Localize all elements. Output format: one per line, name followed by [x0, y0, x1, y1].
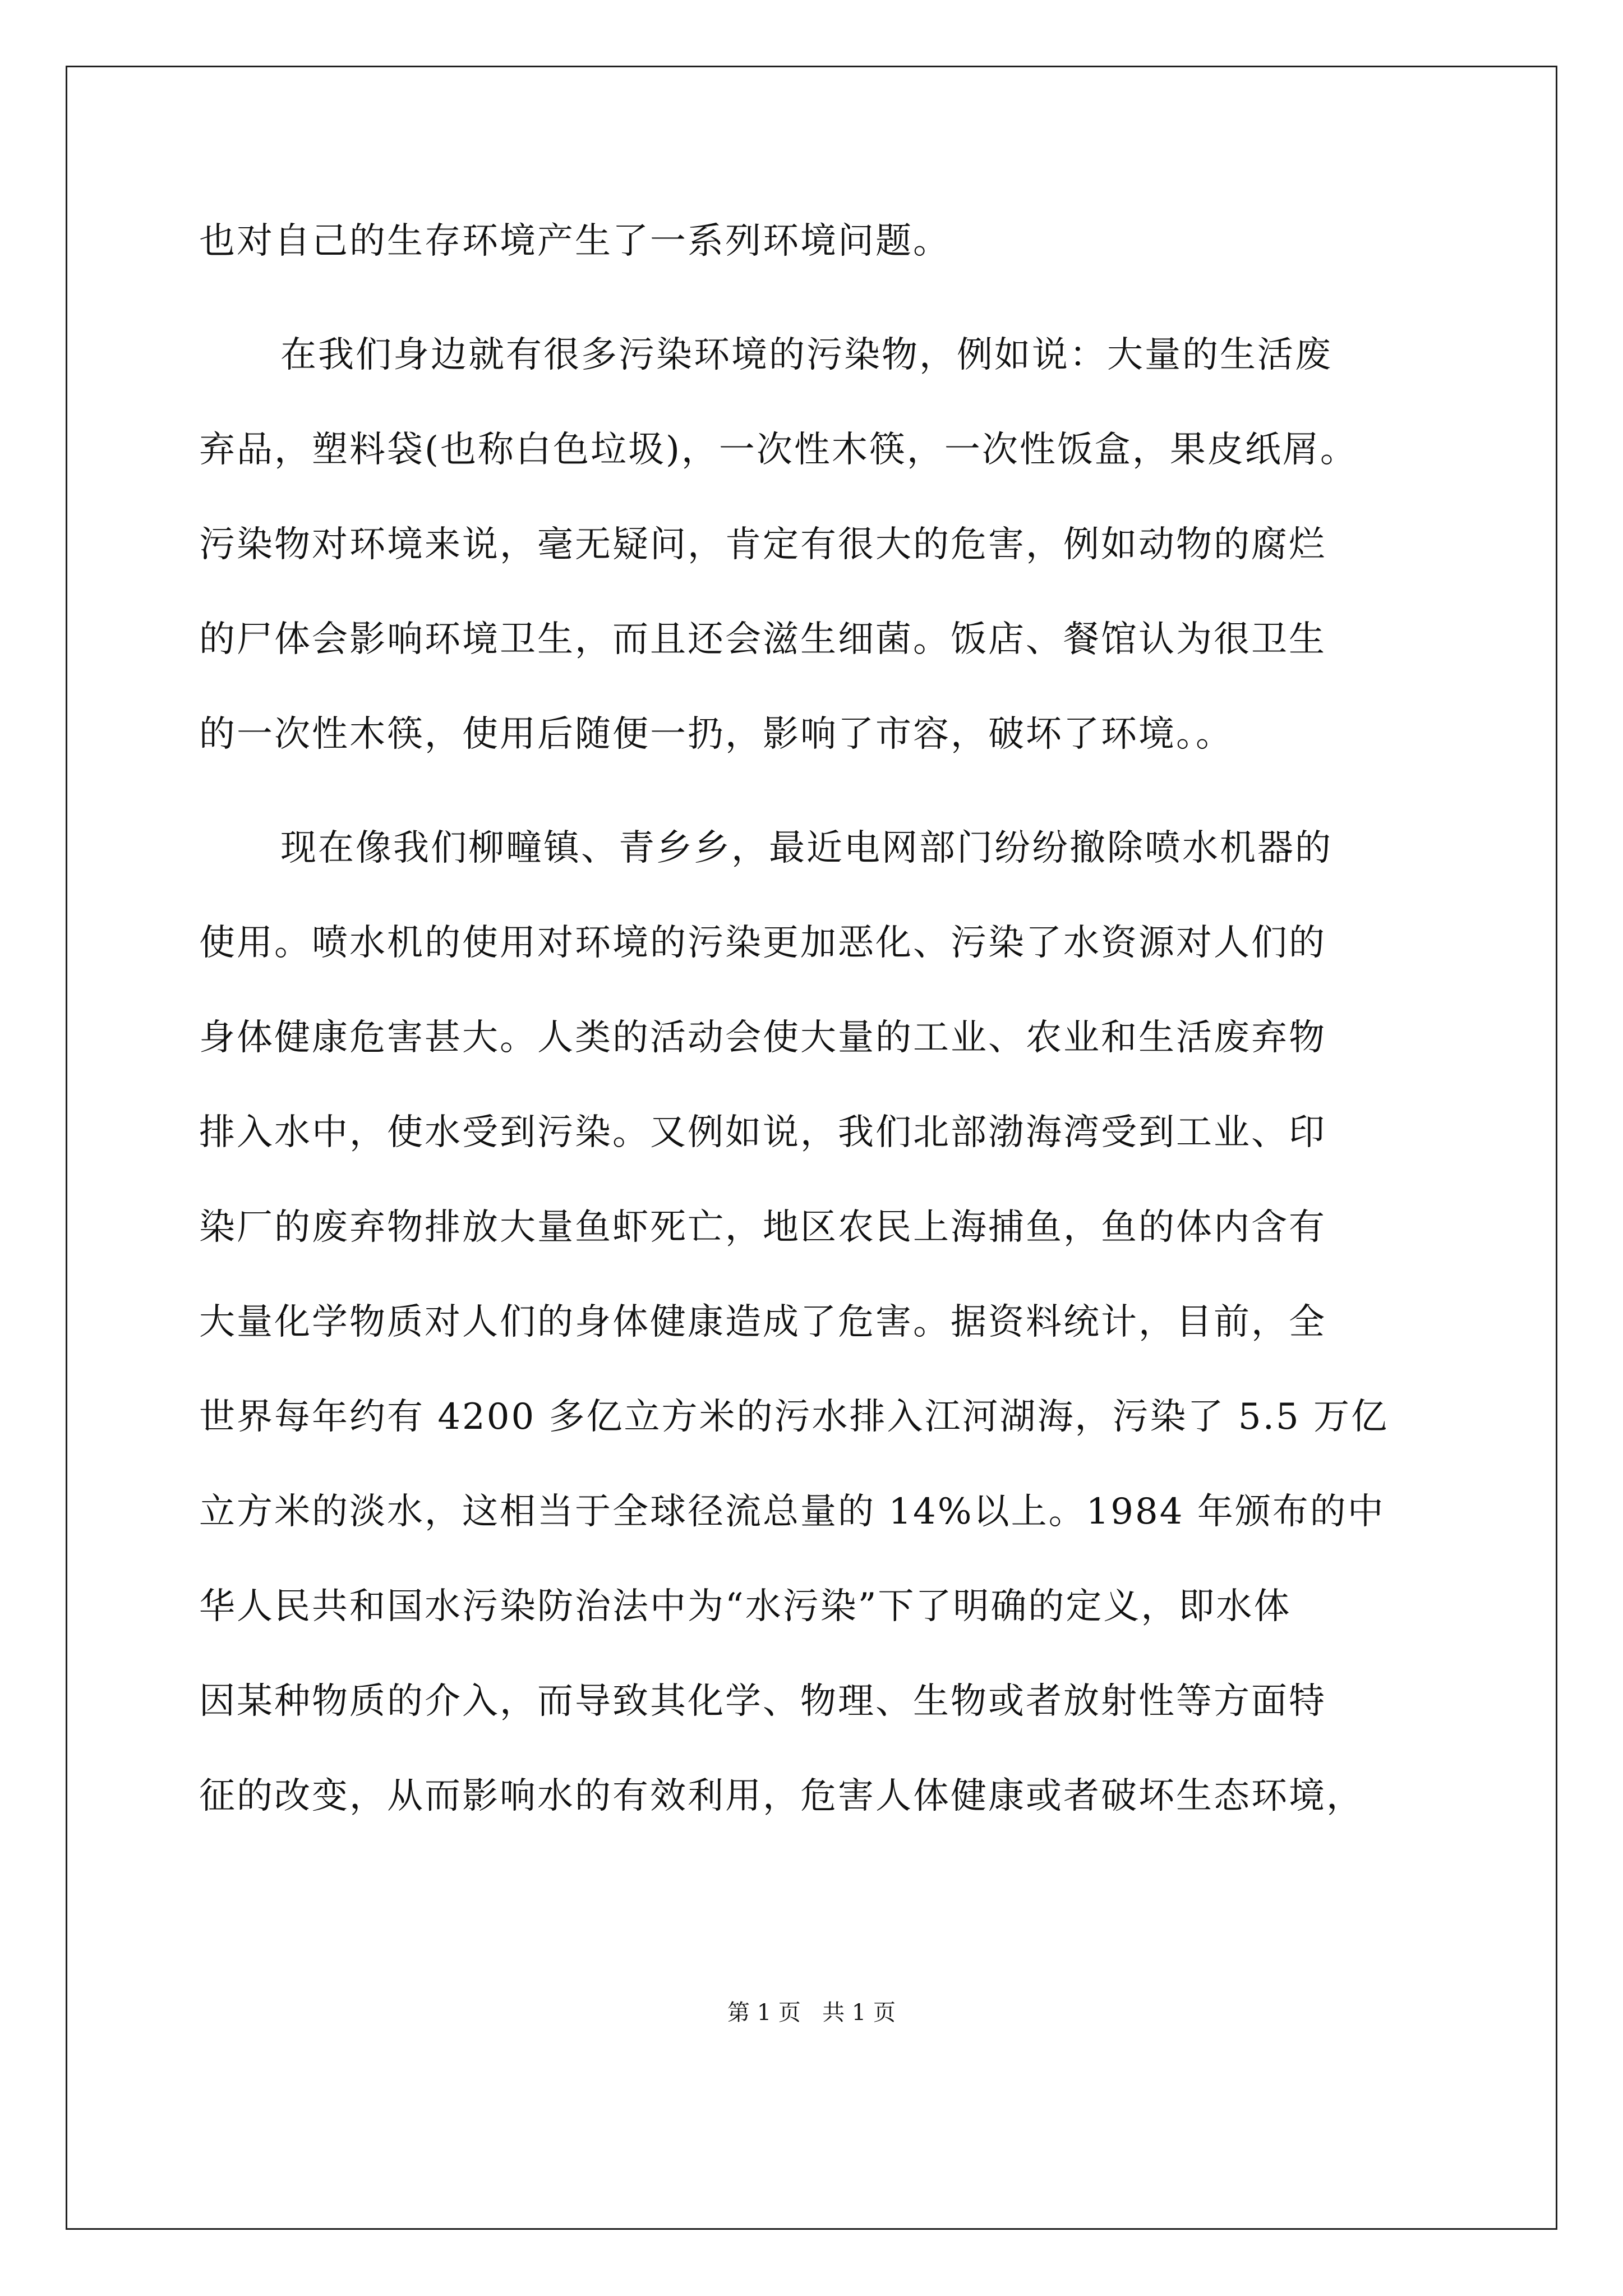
text-line: 大量化学物质对人们的身体健康造成了危害。据资料统计，目前，全: [199, 1301, 1326, 1343]
text-line: 也对自己的生存环境产生了一系列环境问题。: [199, 220, 951, 262]
text-line: 华人民共和国水污染防治法中为“水污染”下了明确的定义，即水体: [199, 1586, 1292, 1627]
paragraph-start-line: 现在像我们柳疃镇、青乡乡，最近电网部门纷纷撤除喷水机器的: [280, 827, 1332, 869]
page-number-footer: 第 1 页 共 1 页: [727, 2000, 896, 2026]
text-line: 因某种物质的介入，而导致其化学、物理、生物或者放射性等方面特: [199, 1681, 1326, 1722]
text-line: 世界每年约有 4200 多亿立方米的污水排入江河湖海，污染了 5.5 万亿: [199, 1396, 1389, 1438]
text-line: 排入水中，使水受到污染。又例如说，我们北部渤海湾受到工业、印: [199, 1112, 1326, 1153]
text-line: 的尸体会影响环境卫生，而且还会滋生细菌。饭店、餐馆认为很卫生: [199, 619, 1326, 660]
text-line: 征的改变，从而影响水的有效利用，危害人体健康或者破坏生态环境，: [199, 1775, 1364, 1817]
text-line: 弃品，塑料袋(也称白色垃圾)，一次性木筷，一次性饭盒，果皮纸屑。: [199, 429, 1358, 471]
text-line: 身体健康危害甚大。人类的活动会使大量的工业、农业和生活废弃物: [199, 1017, 1326, 1059]
text-line: 使用。喷水机的使用对环境的污染更加恶化、污染了水资源对人们的: [199, 922, 1326, 964]
text-line: 污染物对环境来说，毫无疑问，肯定有很大的危害，例如动物的腐烂: [199, 524, 1326, 565]
text-line: 立方米的淡水，这相当于全球径流总量的 14%以上。1984 年颁布的中: [199, 1491, 1385, 1533]
text-line: 染厂的废弃物排放大量鱼虾死亡，地区农民上海捕鱼，鱼的体内含有: [199, 1207, 1326, 1248]
text-line: 的一次性木筷，使用后随便一扔，影响了市容，破坏了环境。。: [199, 714, 1233, 755]
paragraph-start-line: 在我们身边就有很多污染环境的污染物，例如说：大量的生活废: [280, 334, 1332, 376]
